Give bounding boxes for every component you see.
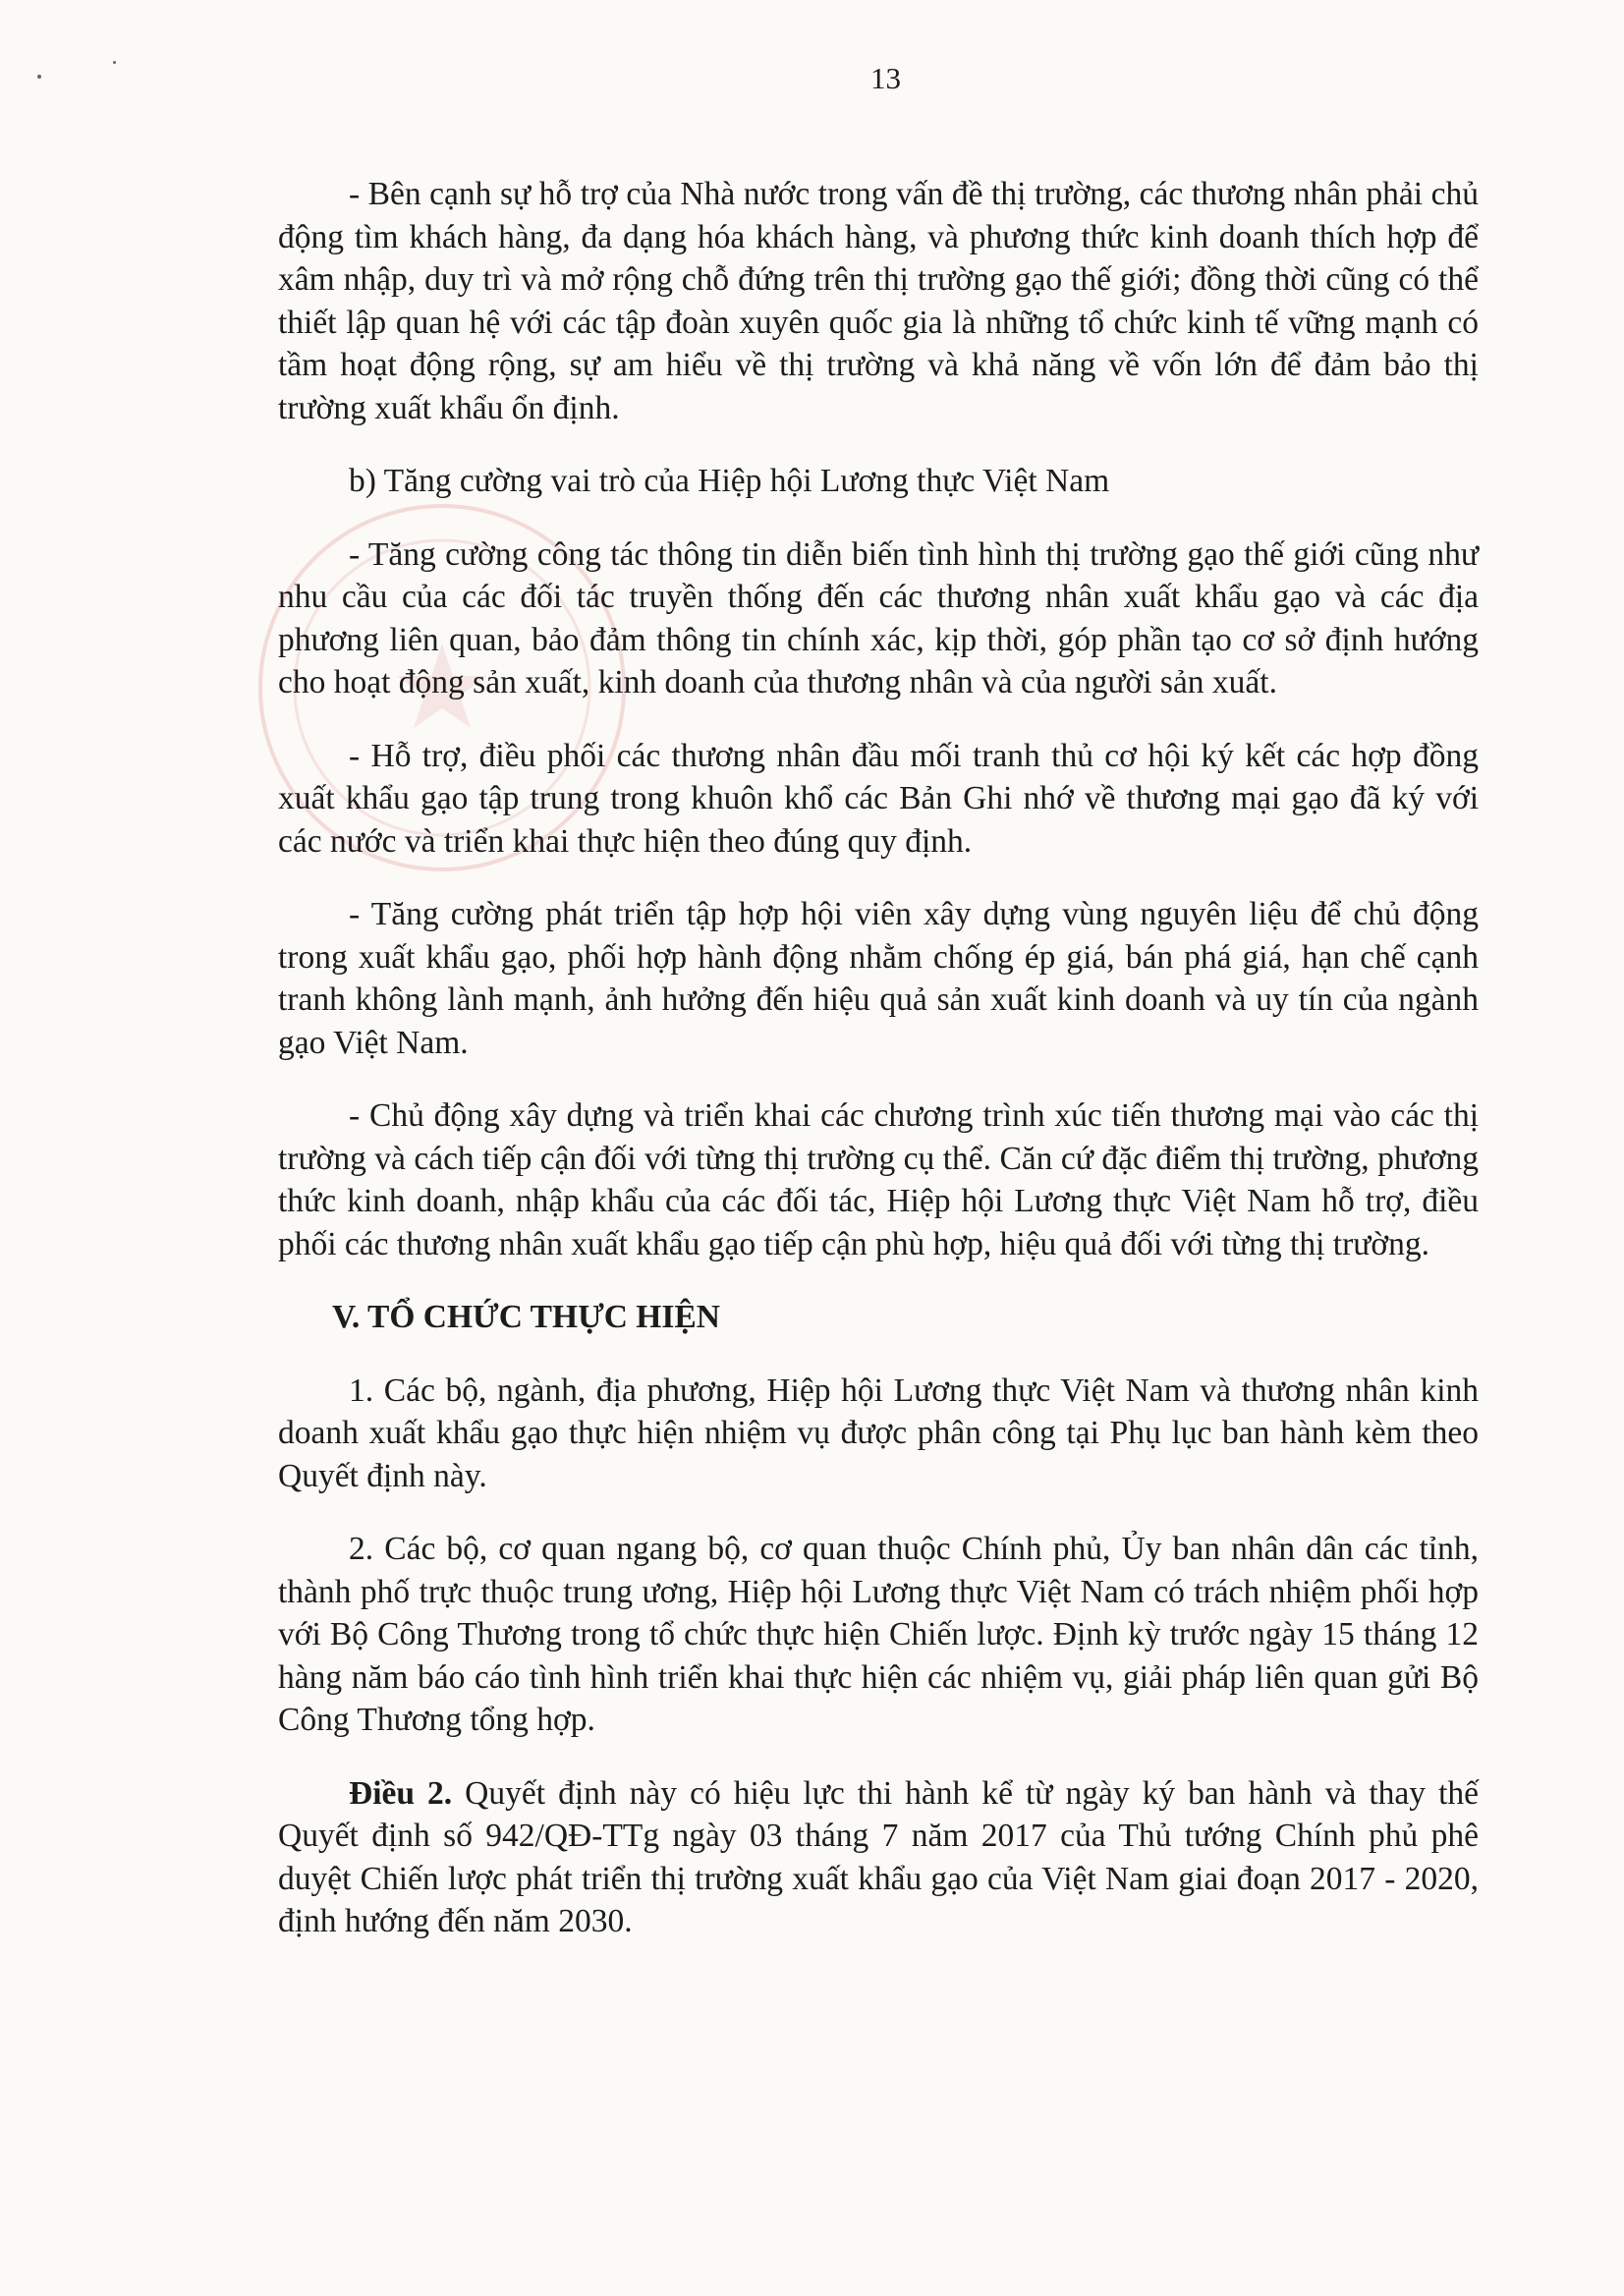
- paragraph-trader-initiative: - Bên cạnh sự hỗ trợ của Nhà nước trong vấn đề thị trường, các thương nhân phải chủ động tìm khách hàng, đa dạng hóa khách hàng, và phương thức kinh doanh thích hợp để xâm nhập, duy trì và mở rộng chỗ đứng trên thị trường gạo thế giới; đồng thời cũng có thể thiết lập quan hệ với các tập đoàn xuyên quốc gia là những tổ chức kinh tế vững mạnh có tầm hoạt động rộng, sự am hiểu về thị trường và khả năng về vốn lớn để đảm bảo thị trường xuất khẩu ổn định.: [278, 176, 1479, 426]
- article-2-paragraph: [278, 1772, 1479, 1943]
- scan-speck: [37, 75, 41, 79]
- section-heading-implementation: V. TỔ CHỨC THỰC HIỆN: [332, 1299, 720, 1335]
- page-number: 13: [870, 61, 901, 95]
- paragraph-trade-promotion: - Chủ động xây dựng và triển khai các chương trình xúc tiến thương mại vào các thị trường và cách tiếp cận đối với từng thị trường cụ thể. Căn cứ đặc điểm thị trường, phương thức kinh doanh, nhập khẩu của các đối tác, Hiệp hội Lương thực Việt Nam hỗ trợ, điều phối các thương nhân xuất khẩu gạo tiếp cận phù hợp, hiệu quả đối với từng thị trường.: [278, 1097, 1479, 1262]
- paragraph-implementation-2: 2. Các bộ, cơ quan ngang bộ, cơ quan thuộc Chính phủ, Ủy ban nhân dân các tỉnh, thành phố trực thuộc trung ương, Hiệp hội Lương thực Việt Nam có trách nhiệm phối hợp với Bộ Công Thương trong tổ chức thực hiện Chiến lược. Định kỳ trước ngày 15 tháng 12 hàng năm báo cáo tình hình triển khai thực hiện các nhiệm vụ, giải pháp liên quan gửi Bộ Công Thương tổng hợp.: [278, 1531, 1479, 1738]
- paragraph-implementation-1: 1. Các bộ, ngành, địa phương, Hiệp hội Lương thực Việt Nam và thương nhân kinh doanh xuất khẩu gạo thực hiện nhiệm vụ được phân công tại Phụ lục ban hành kèm theo Quyết định này.: [278, 1372, 1479, 1494]
- document-body: [278, 173, 1479, 1974]
- subheading-strengthen-association: b) Tăng cường vai trò của Hiệp hội Lương thực Việt Nam: [349, 463, 1110, 499]
- article-2-label: Điều 2.: [349, 1774, 453, 1812]
- article-2-text: Quyết định này có hiệu lực thi hành kể từ ngày ký ban hành và thay thế Quyết định số 942/QĐ-TTg ngày 03 tháng 7 năm 2017 của Thủ tướng Chính phủ phê duyệt Chiến lược phát triển thị trường xuất khẩu gạo của Việt Nam giai đoạn 2017 - 2020, định hướng đến năm 2030.: [278, 1774, 1479, 1939]
- paragraph-coordinate-contracts: - Hỗ trợ, điều phối các thương nhân đầu mối tranh thủ cơ hội ký kết các hợp đồng xuất khẩu gạo tập trung trong khuôn khổ các Bản Ghi nhớ về thương mại gạo đã ký với các nước và triển khai thực hiện theo đúng quy định.: [278, 737, 1479, 860]
- paragraph-market-information: - Tăng cường công tác thông tin diễn biến tình hình thị trường gạo thế giới cũng như nhu cầu của các đối tác truyền thống đến các thương nhân xuất khẩu gạo và các địa phương liên quan, bảo đảm thông tin chính xác, kịp thời, góp phần tạo cơ sở định hướng cho hoạt động sản xuất, kinh doanh của thương nhân và của người sản xuất.: [278, 535, 1479, 700]
- paragraph-member-development: - Tăng cường phát triển tập hợp hội viên xây dựng vùng nguyên liệu để chủ động trong xuất khẩu gạo, phối hợp hành động nhằm chống ép giá, bán phá giá, hạn chế cạnh tranh không lành mạnh, ảnh hưởng đến hiệu quả sản xuất kinh doanh và uy tín của ngành gạo Việt Nam.: [278, 896, 1479, 1061]
